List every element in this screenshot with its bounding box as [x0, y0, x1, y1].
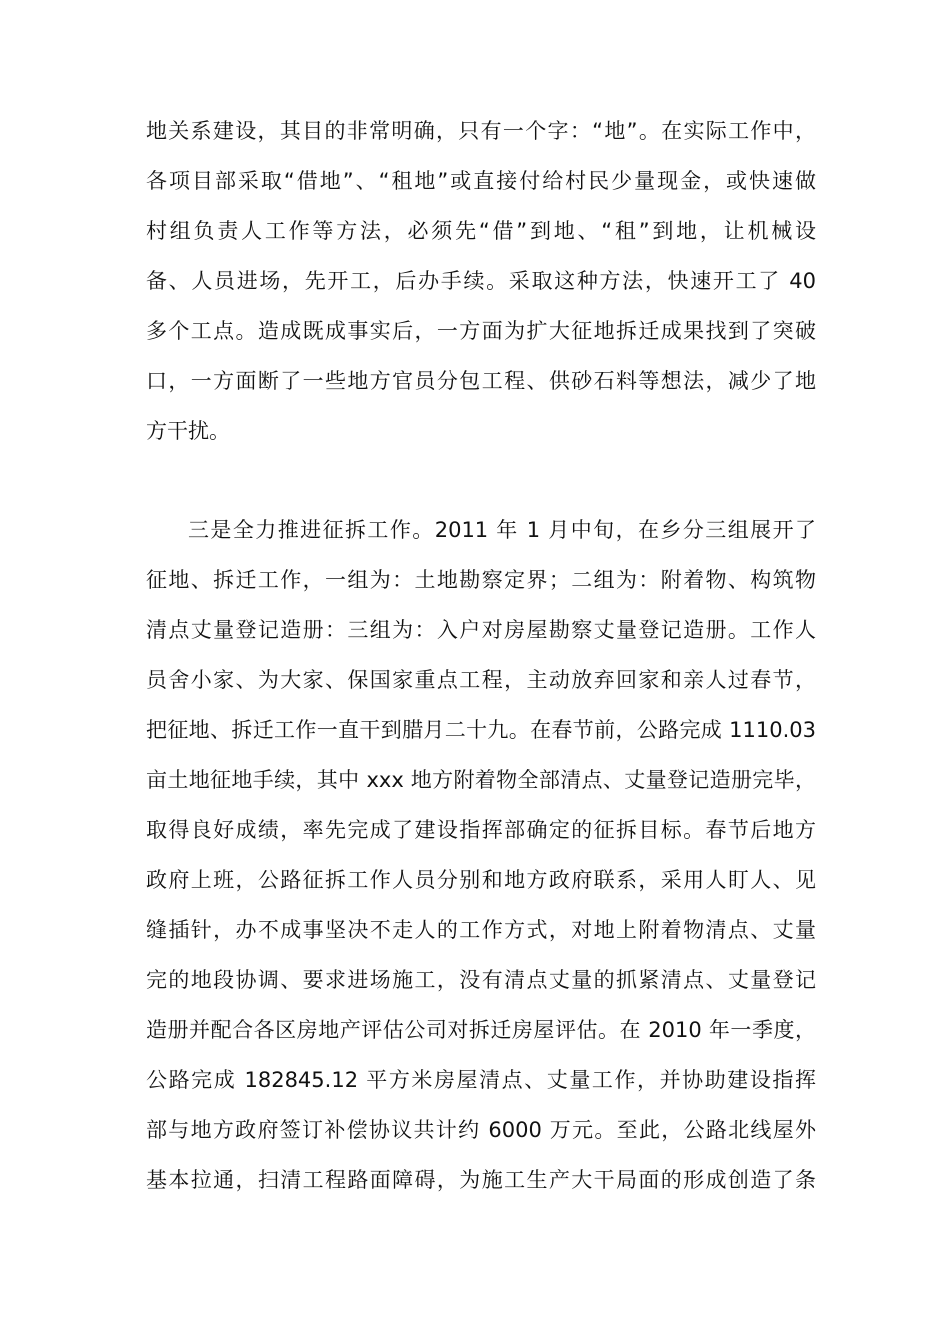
paragraph-2-line-2: 征地、拆迁工作，一组为：土地勘察定界；二组为：附着物、构筑物	[146, 568, 816, 592]
paragraph-2-line-11: 造册并配合各区房地产评估公司对拆迁房屋评估。在 2010 年一季度，	[146, 1018, 816, 1042]
paragraph-1-line-4: 备、人员进场，先开工，后办手续。采取这种方法，快速开工了 40	[146, 269, 816, 293]
paragraph-1-line-3: 村组负责人工作等方法，必须先“借”到地、“租”到地，让机械设	[146, 219, 816, 243]
paragraph-2-line-6: 亩土地征地手续，其中 xxx 地方附着物全部清点、丈量登记造册完毕，	[146, 768, 816, 792]
paragraph-2-line-7: 取得良好成绩，率先完成了建设指挥部确定的征拆目标。春节后地方	[146, 818, 816, 842]
paragraph-1-line-5: 多个工点。造成既成事实后，一方面为扩大征地拆迁成果找到了突破	[146, 319, 816, 343]
paragraph-2-line-10: 完的地段协调、要求进场施工，没有清点丈量的抓紧清点、丈量登记	[146, 968, 816, 992]
paragraph-2-line-1: 三是全力推进征拆工作。2011 年 1 月中旬，在乡分三组展开了	[188, 518, 816, 542]
paragraph-1-line-1: 地关系建设，其目的非常明确，只有一个字：“地”。在实际工作中，	[146, 119, 816, 143]
paragraph-1-line-2: 各项目部采取“借地”、“租地”或直接付给村民少量现金，或快速做	[146, 169, 816, 193]
paragraph-2-line-3: 清点丈量登记造册：三组为：入户对房屋勘察丈量登记造册。工作人	[146, 618, 816, 642]
paragraph-2-line-8: 政府上班，公路征拆工作人员分别和地方政府联系，采用人盯人、见	[146, 868, 816, 892]
paragraph-2-line-13: 部与地方政府签订补偿协议共计约 6000 万元。至此，公路北线屋外	[146, 1118, 816, 1142]
paragraph-2-line-14: 基本拉通，扫清工程路面障碍，为施工生产大干局面的形成创造了条	[146, 1168, 816, 1192]
paragraph-1-line-7: 方干扰。	[146, 419, 230, 443]
paragraph-2-line-12: 公路完成 182845.12 平方米房屋清点、丈量工作，并协助建设指挥	[146, 1068, 816, 1092]
paragraph-2-line-5: 把征地、拆迁工作一直干到腊月二十九。在春节前，公路完成 1110.03	[146, 718, 816, 742]
paragraph-2-line-9: 缝插针，办不成事坚决不走人的工作方式，对地上附着物清点、丈量	[146, 918, 816, 942]
paragraph-1-line-6: 口，一方面断了一些地方官员分包工程、供砂石料等想法，减少了地	[146, 369, 816, 393]
paragraph-2-line-4: 员舍小家、为大家、保国家重点工程，主动放弃回家和亲人过春节，	[146, 668, 816, 692]
